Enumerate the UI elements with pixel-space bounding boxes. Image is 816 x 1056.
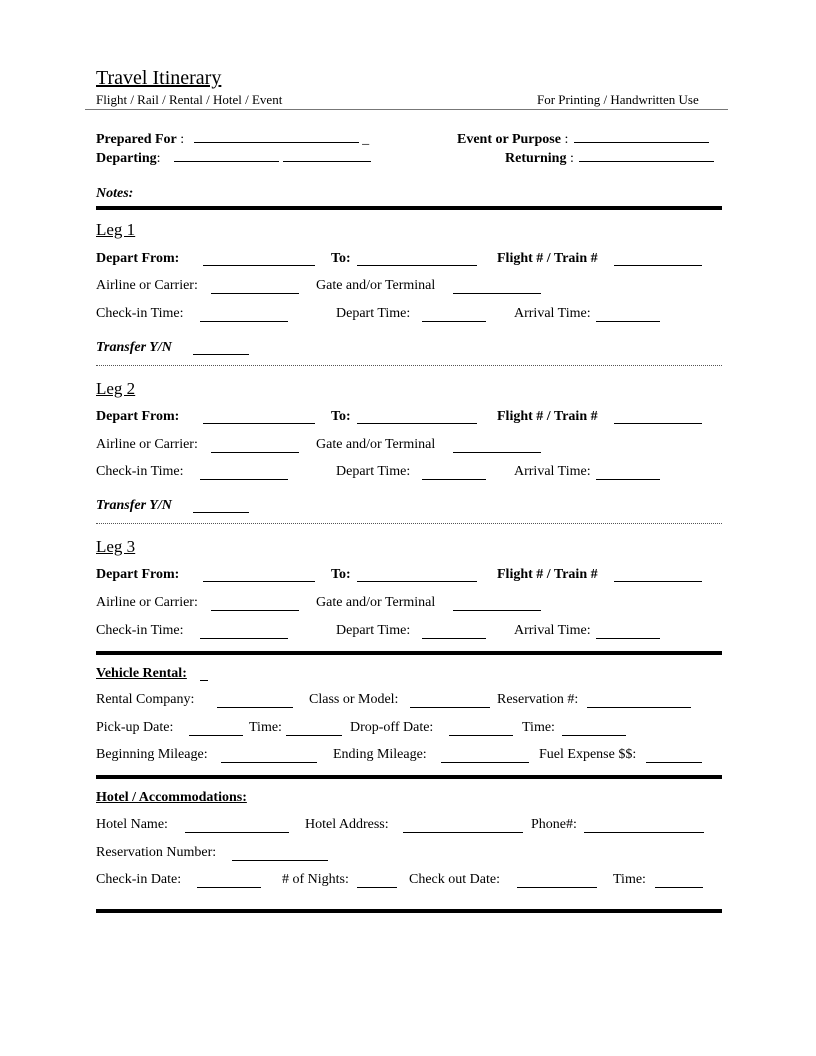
event-purpose-label: Event or Purpose	[457, 132, 561, 147]
legs-divider	[96, 651, 722, 655]
departing-date-field[interactable]	[174, 148, 279, 162]
leg-2-checkin-field[interactable]	[200, 466, 288, 480]
leg-3-depart-time-field[interactable]	[422, 625, 486, 639]
rental-section-title: Vehicle Rental:	[96, 666, 187, 681]
begin-mileage-label: Beginning Mileage:	[96, 747, 208, 762]
hotel-section-title: Hotel / Accommodations:	[96, 790, 247, 805]
leg-3-flight-label: Flight # / Train #	[497, 567, 598, 582]
rental-reservation-label: Reservation #:	[497, 692, 579, 707]
page-title: Travel Itinerary	[96, 67, 222, 89]
prepared-for-trail: _	[362, 132, 370, 147]
pickup-date-field[interactable]	[189, 722, 243, 736]
departing-colon: :	[156, 151, 161, 166]
leg-2-divider	[96, 523, 722, 524]
leg-3-to-label: To:	[331, 567, 351, 582]
leg-1-depart-from-field[interactable]	[203, 252, 315, 266]
leg-2-gate-field[interactable]	[453, 439, 541, 453]
hotel-checkin-label: Check-in Date:	[96, 872, 182, 887]
page-subtitle: Flight / Rail / Rental / Hotel / Event	[96, 92, 283, 107]
fuel-expense-field[interactable]	[646, 749, 702, 763]
leg-3-gate-label: Gate and/or Terminal	[316, 595, 436, 610]
returning-field[interactable]	[579, 148, 714, 162]
leg-3-title: Leg 3	[96, 537, 136, 556]
leg-3-checkin-label: Check-in Time:	[96, 623, 184, 638]
hotel-address-field[interactable]	[403, 819, 523, 833]
hotel-nights-label: # of Nights:	[282, 872, 349, 887]
hotel-time-label: Time:	[613, 872, 646, 887]
leg-1-title: Leg 1	[96, 220, 136, 239]
pickup-date-label: Pick-up Date:	[96, 720, 174, 735]
departing-label: Departing	[96, 151, 157, 166]
leg-2-flight-label: Flight # / Train #	[497, 409, 598, 424]
leg-2-arrival-time-field[interactable]	[596, 466, 660, 480]
returning-colon: :	[569, 151, 574, 166]
hotel-nights-field[interactable]	[357, 874, 397, 888]
dropoff-time-label: Time:	[522, 720, 555, 735]
end-mileage-label: Ending Mileage:	[333, 747, 427, 762]
dropoff-time-field[interactable]	[562, 722, 626, 736]
rental-reservation-field[interactable]	[587, 694, 691, 708]
leg-2-flight-field[interactable]	[614, 410, 702, 424]
departing-row	[96, 148, 371, 167]
leg-2-to-field[interactable]	[357, 410, 477, 424]
leg-1-flight-field[interactable]	[614, 252, 702, 266]
returning-row	[505, 148, 714, 167]
leg-1-arrival-time-label: Arrival Time:	[514, 306, 591, 321]
pickup-time-label: Time:	[249, 720, 282, 735]
leg-3-to-field[interactable]	[357, 568, 477, 582]
footer-divider	[96, 909, 722, 913]
leg-3-airline-field[interactable]	[211, 597, 299, 611]
event-purpose-row	[457, 129, 709, 148]
leg-1-depart-time-field[interactable]	[422, 308, 486, 322]
leg-1-transfer-field[interactable]	[193, 341, 249, 355]
leg-2-title: Leg 2	[96, 379, 136, 398]
leg-3-depart-from-label: Depart From:	[96, 567, 180, 582]
leg-1-checkin-label: Check-in Time:	[96, 306, 184, 321]
prepared-for-colon: :	[180, 132, 185, 147]
leg-3-arrival-time-field[interactable]	[596, 625, 660, 639]
prepared-for-field[interactable]	[194, 129, 359, 143]
end-mileage-field[interactable]	[441, 749, 529, 763]
leg-1-airline-field[interactable]	[211, 280, 299, 294]
leg-2-depart-from-label: Depart From:	[96, 409, 180, 424]
notes-divider	[96, 206, 722, 210]
leg-1-depart-time-label: Depart Time:	[336, 306, 411, 321]
departing-time-field[interactable]	[283, 148, 371, 162]
rental-class-label: Class or Model:	[309, 692, 399, 707]
leg-2-transfer-field[interactable]	[193, 499, 249, 513]
rental-class-field[interactable]	[410, 694, 490, 708]
hotel-reservation-label: Reservation Number:	[96, 845, 217, 860]
prepared-for-row	[96, 129, 369, 148]
hotel-phone-field[interactable]	[584, 819, 704, 833]
leg-3-flight-field[interactable]	[614, 568, 702, 582]
notes-label: Notes:	[96, 186, 134, 201]
hotel-checkin-field[interactable]	[197, 874, 261, 888]
pickup-time-field[interactable]	[286, 722, 342, 736]
leg-2-airline-label: Airline or Carrier:	[96, 437, 198, 452]
hotel-name-field[interactable]	[185, 819, 289, 833]
dropoff-date-label: Drop-off Date:	[350, 720, 434, 735]
leg-3-depart-time-label: Depart Time:	[336, 623, 411, 638]
leg-2-checkin-label: Check-in Time:	[96, 464, 184, 479]
event-purpose-colon: :	[564, 132, 569, 147]
hotel-address-label: Hotel Address:	[305, 817, 389, 832]
usage-note: For Printing / Handwritten Use	[537, 92, 699, 107]
leg-2-depart-time-label: Depart Time:	[336, 464, 411, 479]
leg-2-airline-field[interactable]	[211, 439, 299, 453]
dropoff-date-field[interactable]	[449, 722, 513, 736]
leg-1-flight-label: Flight # / Train #	[497, 251, 598, 266]
leg-2-arrival-time-label: Arrival Time:	[514, 464, 591, 479]
leg-1-arrival-time-field[interactable]	[596, 308, 660, 322]
prepared-for-label: Prepared For	[96, 132, 177, 147]
leg-2-depart-from-field[interactable]	[203, 410, 315, 424]
leg-1-transfer-label: Transfer Y/N	[96, 340, 172, 355]
leg-2-depart-time-field[interactable]	[422, 466, 486, 480]
hotel-time-field[interactable]	[655, 874, 703, 888]
leg-1-to-label: To:	[331, 251, 351, 266]
rental-company-field[interactable]	[217, 694, 293, 708]
event-purpose-field[interactable]	[574, 129, 709, 143]
leg-2-transfer-label: Transfer Y/N	[96, 498, 172, 513]
hotel-checkout-label: Check out Date:	[409, 872, 500, 887]
leg-3-gate-field[interactable]	[453, 597, 541, 611]
hotel-phone-label: Phone#:	[531, 817, 577, 832]
hotel-name-label: Hotel Name:	[96, 817, 168, 832]
leg-1-gate-label: Gate and/or Terminal	[316, 278, 436, 293]
leg-1-depart-from-label: Depart From:	[96, 251, 180, 266]
returning-label: Returning	[505, 151, 567, 166]
header-divider	[85, 109, 728, 110]
hotel-reservation-field[interactable]	[232, 847, 328, 861]
rental-title-trail	[200, 667, 208, 681]
leg-3-checkin-field[interactable]	[200, 625, 288, 639]
leg-1-airline-label: Airline or Carrier:	[96, 278, 198, 293]
leg-3-depart-from-field[interactable]	[203, 568, 315, 582]
rental-company-label: Rental Company:	[96, 692, 195, 707]
begin-mileage-field[interactable]	[221, 749, 317, 763]
leg-3-arrival-time-label: Arrival Time:	[514, 623, 591, 638]
leg-1-divider	[96, 365, 722, 366]
leg-1-gate-field[interactable]	[453, 280, 541, 294]
leg-2-gate-label: Gate and/or Terminal	[316, 437, 436, 452]
rental-divider	[96, 775, 722, 779]
leg-2-to-label: To:	[331, 409, 351, 424]
hotel-checkout-field[interactable]	[517, 874, 597, 888]
fuel-expense-label: Fuel Expense $$:	[539, 747, 637, 762]
leg-3-airline-label: Airline or Carrier:	[96, 595, 198, 610]
leg-1-checkin-field[interactable]	[200, 308, 288, 322]
leg-1-to-field[interactable]	[357, 252, 477, 266]
